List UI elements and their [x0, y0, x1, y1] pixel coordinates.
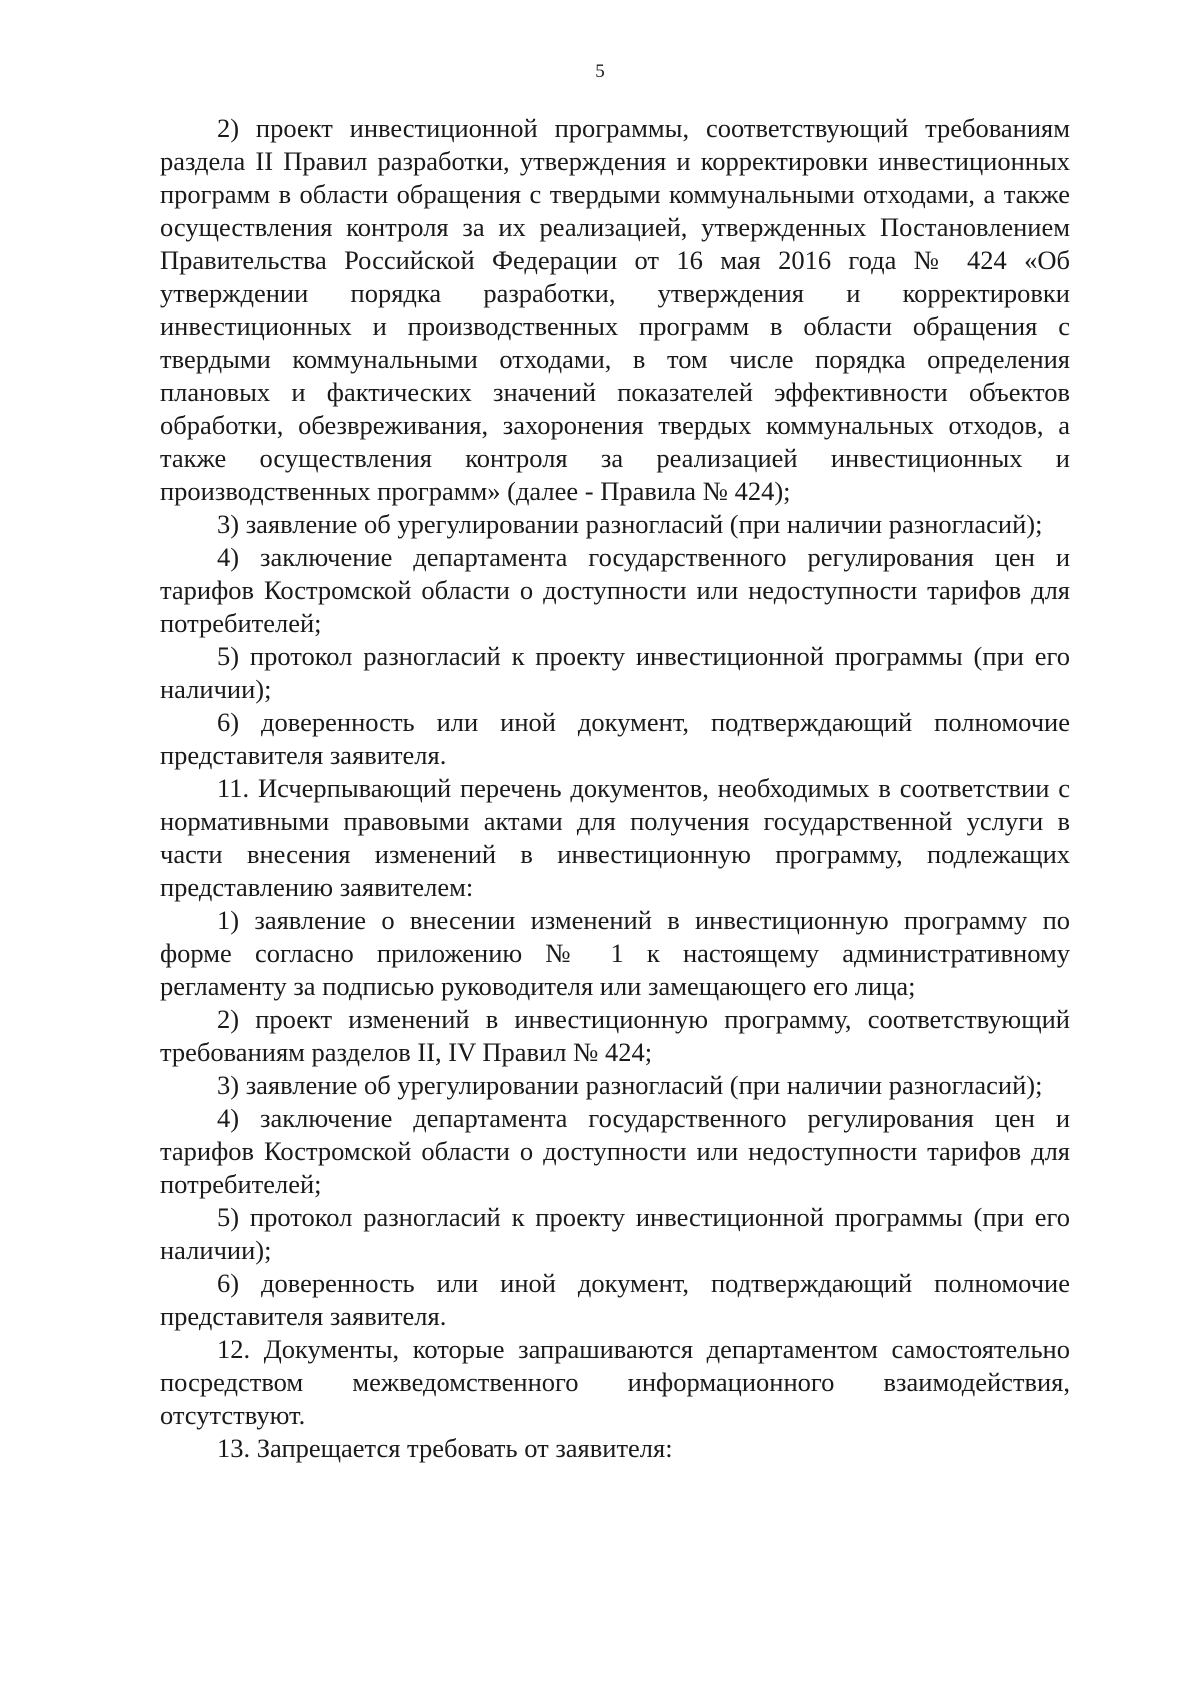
- paragraph-section-11-item-1: 1) заявление о внесении изменений в инвестиционную программу по форме согласно приложению № 1 к настоящему административному регламенту за подписью руководителя или замещающего его лица;: [160, 905, 1070, 1001]
- paragraph-section-12: 12. Документы, которые запрашиваются департаментом самостоятельно посредством межведомственного информационного взаимодействия, отсутствуют.: [160, 1334, 1070, 1430]
- paragraph-section-11-item-3: 3) заявление об урегулировании разногласий (при наличии разногласий);: [217, 1070, 1043, 1100]
- paragraph-item-4: 4) заключение департамента государственного регулирования цен и тарифов Костромской области о доступности или недоступности тарифов для потребителей;: [160, 542, 1070, 638]
- paragraph-item-6: 6) доверенность или иной документ, подтверждающий полномочие представителя заявителя.: [160, 707, 1070, 770]
- paragraph-item-3: 3) заявление об урегулировании разногласий (при наличии разногласий);: [217, 509, 1043, 539]
- paragraph-section-11-item-4: 4) заключение департамента государственного регулирования цен и тарифов Костромской области о доступности или недоступности тарифов для потребителей;: [160, 1103, 1070, 1199]
- paragraph-item-5: 5) протокол разногласий к проекту инвестиционной программы (при его наличии);: [160, 641, 1070, 704]
- paragraph-section-11-item-5: 5) протокол разногласий к проекту инвестиционной программы (при его наличии);: [160, 1202, 1070, 1265]
- paragraph-section-11: 11. Исчерпывающий перечень документов, необходимых в соответствии с нормативными правовыми актами для получения государственной услуги в части внесения изменений в инвестиционную программу, подлежащих представлению заявителем:: [160, 773, 1070, 902]
- page-number: 5: [595, 61, 605, 82]
- paragraph-item-2: 2) проект инвестиционной программы, соответствующий требованиям раздела II Правил разработки, утверждения и корректировки инвестиционных программ в области обращения с твердыми коммунальными отходами, а также осуществления контроля за их реализацией, утвержденных Постановлением Правительства Российской Федерации от 16 мая 2016 года № 424 «Об утверждении порядка разработки, утверждения и корректировки инвестиционных и производственных программ в области обращения с твердыми коммунальными отходами, в том числе порядка определения плановых и фактических значений показателей эффективности объектов обработки, обезвреживания, захоронения твердых коммунальных отходов, а также осуществления контроля за реализацией инвестиционных и производственных программ» (далее - Правила № 424);: [160, 113, 1070, 506]
- document-body: [160, 112, 1070, 1465]
- paragraph-section-13: 13. Запрещается требовать от заявителя:: [217, 1433, 673, 1463]
- paragraph-section-11-item-2: 2) проект изменений в инвестиционную программу, соответствующий требованиям разделов II, IV Правил № 424;: [160, 1004, 1070, 1067]
- paragraph-section-11-item-6: 6) доверенность или иной документ, подтверждающий полномочие представителя заявителя.: [160, 1268, 1070, 1331]
